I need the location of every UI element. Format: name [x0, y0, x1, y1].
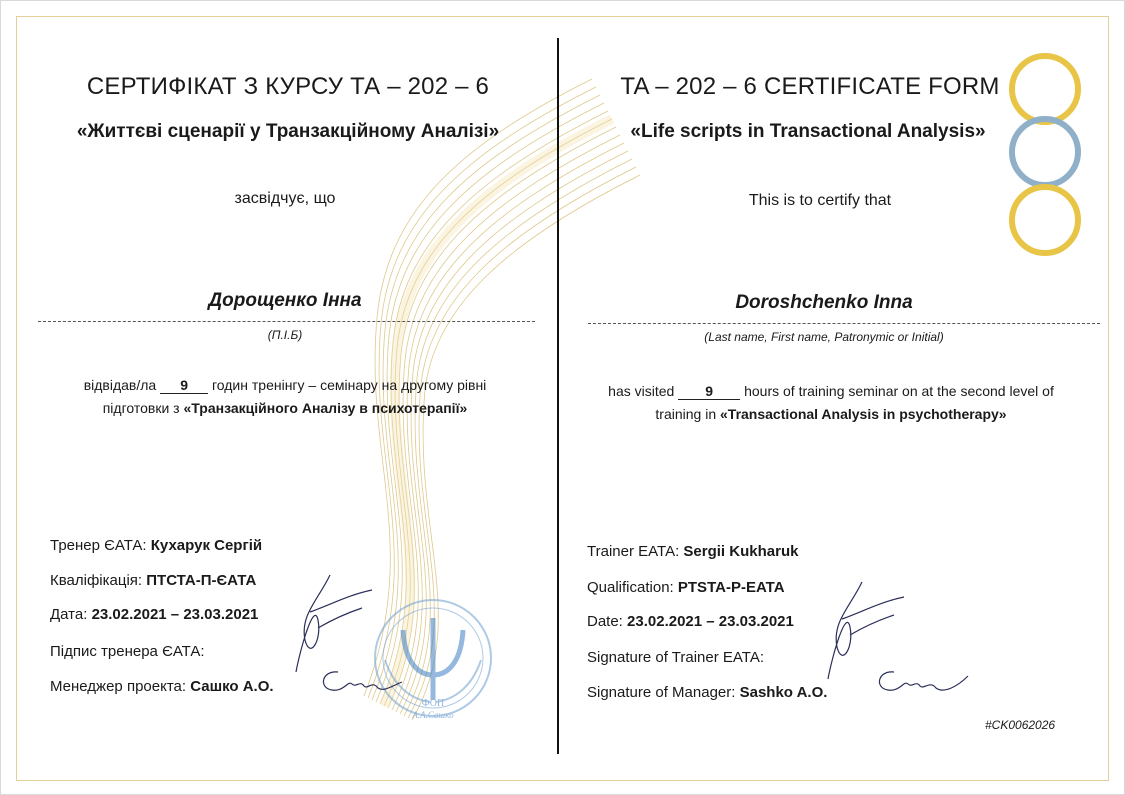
trainer-signature-left [296, 575, 372, 672]
left-name-underline [38, 321, 535, 322]
left-date-row [50, 606, 258, 623]
right-date-row [587, 613, 794, 630]
right-certificate-title: TA – 202 – 6 CERTIFICATE FORM [620, 73, 1000, 100]
right-manager-value: Sashko A.O. [739, 684, 828, 701]
left-certifies-text: засвідчує, що [234, 190, 336, 207]
center-divider-line [557, 38, 559, 754]
left-hours-value: 9 [160, 378, 208, 394]
left-qualification-value: ПТСТА-П-ЄАТА [146, 572, 257, 589]
left-manager-value: Сашко А.О. [190, 678, 274, 695]
right-participant-name: Doroshchenko Inna [735, 292, 913, 313]
right-name-note: (Last name, First name, Patronymic or Initial) [704, 330, 944, 344]
stamp-seal [375, 600, 491, 720]
right-hours-value: 9 [678, 384, 740, 400]
certificate-number: #CK0062026 [985, 718, 1056, 732]
right-qualification-label: Qualification: [587, 579, 674, 596]
left-name-note: (П.І.Б) [267, 328, 303, 342]
svg-text:А.А.Сашко: А.А.Сашко [412, 710, 454, 720]
right-name-underline [588, 323, 1100, 324]
right-training-prefix: training in [655, 406, 717, 422]
left-certificate-title: СЕРТИФІКАТ З КУРСУ ТА – 202 – 6 [86, 73, 490, 100]
left-signature-label: Підпис тренера ЄАТА: [50, 643, 205, 660]
left-date-label: Дата: [50, 606, 88, 623]
right-manager-label: Signature of Manager: [587, 684, 736, 701]
right-signature-label: Signature of Trainer EATA: [587, 649, 765, 666]
trainer-signature-right [828, 582, 904, 679]
left-manager-label: Менеджер проекта: [50, 678, 187, 695]
right-visited-prefix: has visited [608, 383, 675, 399]
left-qualification-label: Кваліфікація: [50, 572, 143, 589]
left-manager-row [50, 678, 274, 695]
svg-text:ФОП: ФОП [421, 698, 445, 709]
left-date-value: 23.02.2021 – 23.03.2021 [91, 606, 259, 623]
right-certifies-text: This is to certify that [748, 192, 892, 209]
left-trainer-label: Тренер ЄАТА: [50, 537, 147, 554]
right-course-subtitle: «Life scripts in Transactional Analysis» [630, 121, 986, 142]
left-qualification-row [50, 572, 256, 589]
right-visited-suffix: hours of training seminar on at the second level of [744, 383, 1054, 399]
right-date-value: 23.02.2021 – 23.03.2021 [627, 613, 794, 630]
right-trainer-value: Sergii Kukharuk [683, 543, 799, 560]
right-attendance-text [576, 380, 1086, 426]
right-manager-row [587, 684, 827, 701]
right-qualification-row [587, 579, 785, 596]
right-date-label: Date: [587, 613, 623, 630]
left-participant-name: Дорощенко Інна [208, 290, 362, 311]
right-qualification-value: PTSTA-P-EATA [677, 579, 785, 596]
left-visited-prefix: відвідав/ла [83, 377, 157, 393]
left-training-name: «Транзакційного Аналізу в психотерапії» [183, 400, 468, 416]
left-trainer-row [50, 537, 262, 554]
left-training-prefix: підготовки з [102, 400, 180, 416]
right-training-name: «Transactional Analysis in psychotherapy» [720, 406, 1007, 422]
gold-ring-bottom [1012, 187, 1078, 253]
manager-signature-right [879, 672, 968, 690]
left-course-subtitle: «Життєві сценарії у Транзакційному Аналізі» [76, 121, 500, 142]
right-trainer-row [587, 543, 798, 560]
right-trainer-label: Trainer EATA: [587, 543, 680, 560]
left-attendance-text [40, 374, 530, 420]
left-visited-suffix: годин тренінгу – семінару на другому рівні [211, 377, 487, 393]
left-trainer-value: Кухарук Сергій [150, 537, 263, 554]
